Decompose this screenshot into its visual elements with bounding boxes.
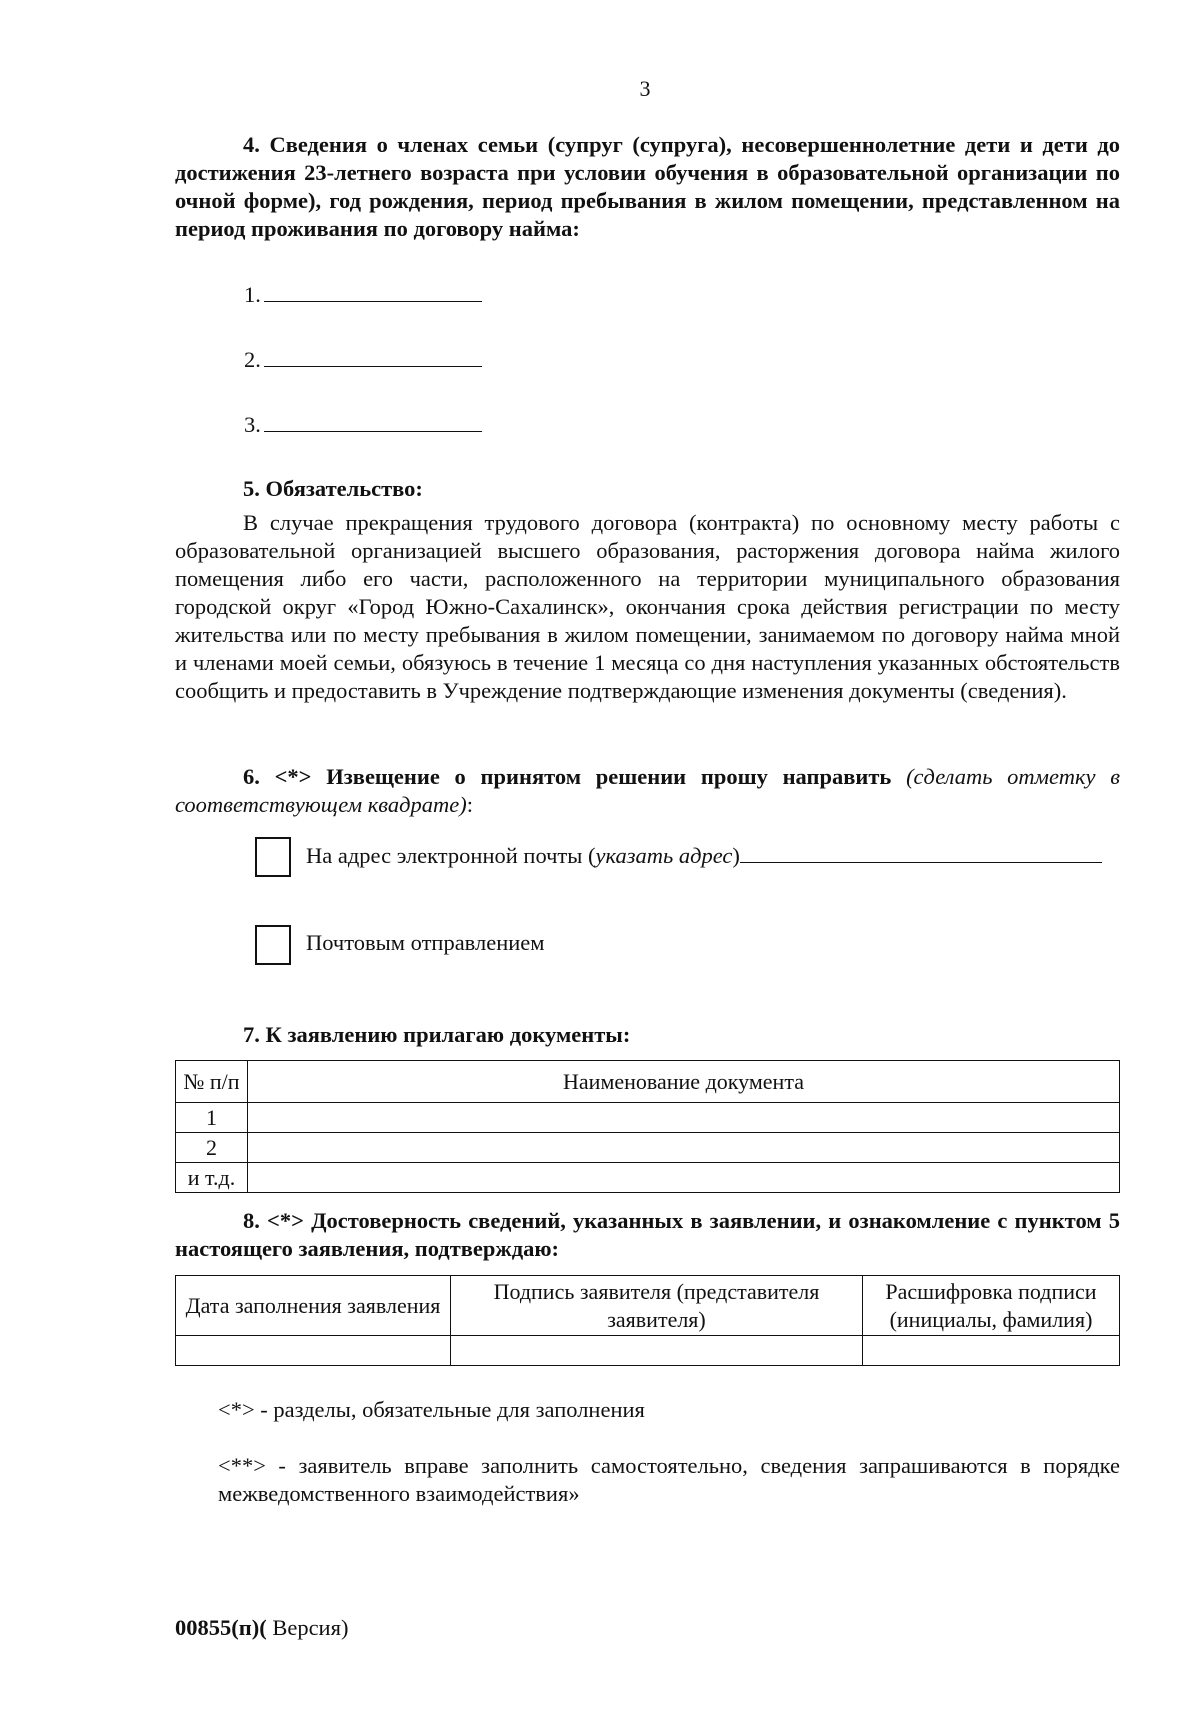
family-line-blank[interactable] <box>264 346 482 367</box>
document-code <box>175 1615 348 1641</box>
section-7-heading: 7. К заявлению прилагаю документы: <box>243 1022 631 1047</box>
email-option-label <box>306 842 1102 870</box>
page-number: 3 <box>639 76 651 101</box>
section-5-text: В случае прекращения трудового договора (контракта) по основному месту работы с образовательной организацией высшего образования, расторжения договора найма жилого помещения либо его части, расположенного на территории муниципального образования городской округ «Город Южно-Сахалинск», окончания срока действия регистрации по месту жительства или по месту пребывания в жилом помещении, занимаемом по договору найма мной и членами моей семьи, обязуюсь в течение 1 месяца со дня наступления указанных обстоятельств сообщить и предоставить в Учреждение подтверждающие изменения документы (сведения). <box>175 510 1120 703</box>
column-header-signature: Подпись заявителя (представителя заявителя) <box>451 1276 863 1336</box>
date-cell[interactable] <box>176 1336 451 1366</box>
table-row <box>176 1336 1120 1366</box>
email-option-close: ) <box>732 843 740 868</box>
table-row <box>176 1103 1120 1133</box>
section-6-italic: (сделать отметку в соответствующем квадрате) <box>175 764 1121 817</box>
section-6-bold: 6. <*> Извещение о принятом решении прошу направить <box>243 764 892 789</box>
section-8-text: 8. <*> Достоверность сведений, указанных в заявлении, и ознакомление с пунктом 5 настоящего заявления, подтверждаю: <box>175 1208 1120 1261</box>
documents-table <box>175 1060 1120 1193</box>
family-line-number: 1. <box>244 282 261 307</box>
document-code-version: Версия) <box>266 1615 349 1640</box>
column-header-document: Наименование документа <box>248 1061 1120 1103</box>
signature-cell[interactable] <box>451 1336 863 1366</box>
note-optional: <**> - заявитель вправе заполнить самостоятельно, сведения запрашиваются в порядке межведомственного взаимодействия» <box>218 1453 1120 1506</box>
email-option-hint: указать адрес <box>595 843 733 868</box>
email-checkbox[interactable] <box>255 837 291 877</box>
family-line-number: 2. <box>244 347 261 372</box>
column-header-number: № п/п <box>176 1061 248 1103</box>
family-line-blank[interactable] <box>264 281 482 302</box>
section-5-heading: 5. Обязательство: <box>243 476 423 501</box>
section-6-text <box>175 763 1120 819</box>
email-address-blank[interactable] <box>740 842 1102 863</box>
family-line-blank[interactable] <box>264 411 482 432</box>
document-name-cell[interactable] <box>248 1163 1120 1193</box>
section-6-tail: : <box>466 792 473 817</box>
note-required: <*> - разделы, обязательные для заполнения <box>218 1397 645 1422</box>
document-code-number: 00855(п)( <box>175 1615 267 1640</box>
column-header-date: Дата заполнения заявления <box>176 1276 451 1336</box>
section-4-text: 4. Сведения о членах семьи (супруг (супруга), несовершеннолетние дети и дети до достижения 23-летнего возраста при условии обучения в образовательной организации по очной форме), год рождения, период пребывания в жилом помещении, представленном на период проживания по договору найма: <box>175 132 1120 241</box>
row-number: 1 <box>176 1103 248 1133</box>
row-number: 2 <box>176 1133 248 1163</box>
table-row <box>176 1133 1120 1163</box>
table-row <box>176 1163 1120 1193</box>
post-checkbox[interactable] <box>255 925 291 965</box>
row-number: и т.д. <box>176 1163 248 1193</box>
family-line-number: 3. <box>244 412 261 437</box>
document-name-cell[interactable] <box>248 1103 1120 1133</box>
document-name-cell[interactable] <box>248 1133 1120 1163</box>
family-line-3[interactable] <box>244 411 482 439</box>
name-cell[interactable] <box>863 1336 1120 1366</box>
table-header-row <box>176 1276 1120 1336</box>
family-line-2[interactable] <box>244 346 482 374</box>
signature-table <box>175 1275 1120 1366</box>
email-option-text: На адрес электронной почты ( <box>306 843 596 868</box>
column-header-name: Расшифровка подписи (инициалы, фамилия) <box>863 1276 1120 1336</box>
post-option-label: Почтовым отправлением <box>306 930 545 955</box>
family-line-1[interactable] <box>244 281 482 309</box>
table-header-row <box>176 1061 1120 1103</box>
